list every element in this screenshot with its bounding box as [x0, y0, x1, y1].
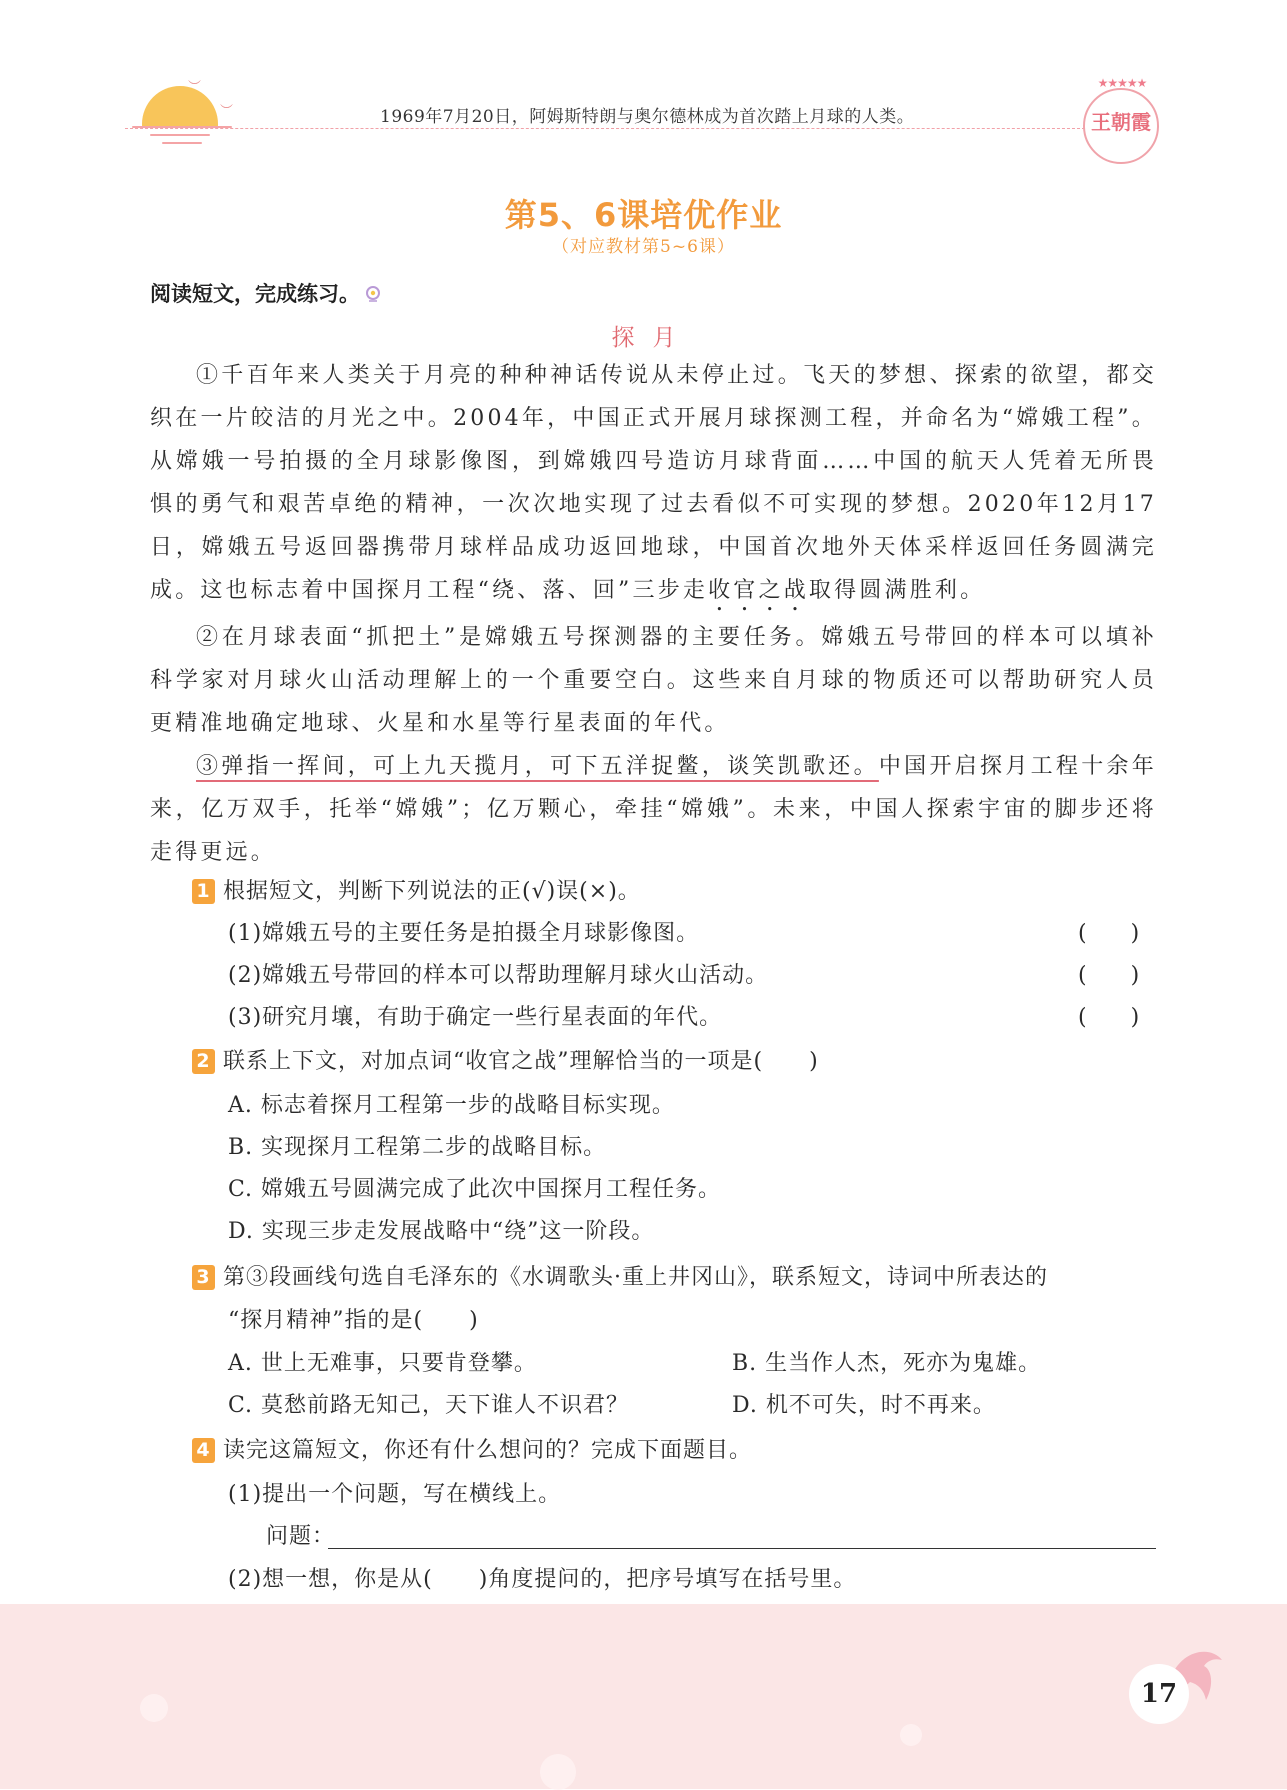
bubble-decoration [140, 1694, 168, 1722]
dotted-word: 收官之战 [708, 578, 809, 603]
logo-text: 王朝霞 [1091, 110, 1151, 134]
answer-paren[interactable]: ( ) [1078, 1005, 1140, 1030]
publisher-logo [1083, 88, 1159, 164]
bird-icon: ︶ [220, 104, 234, 119]
q1-item-2: (2)嫦娥五号带回的样本可以帮助理解月球火山活动。 [228, 963, 769, 988]
question-number-badge: 1 [192, 879, 215, 904]
question-3-stem: 第③段画线句选自毛泽东的《水调歌头·重上井冈山》，联系短文，诗词中所表达的 [223, 1265, 1048, 1290]
bubble-decoration [900, 1724, 922, 1746]
q3-option-c: C. 莫愁前路无知己，天下谁人不识君？ [228, 1393, 630, 1418]
question-number-badge: 3 [192, 1265, 215, 1290]
q3-option-b: B. 生当作人杰，死亦为鬼雄。 [732, 1351, 1042, 1376]
sun-illustration [140, 82, 220, 128]
q2-option-c: C. 嫦娥五号圆满完成了此次中国探月工程任务。 [228, 1177, 722, 1202]
question-3 [192, 1260, 1048, 1291]
question-number-badge: 2 [192, 1049, 215, 1074]
q2-option-a: A. 标志着探月工程第一步的战略目标实现。 [228, 1093, 675, 1118]
stars-icon: ★★★★★ [1097, 76, 1147, 90]
question-number-badge: 4 [192, 1438, 215, 1463]
page-subtitle: （对应教材第5~6课） [552, 237, 735, 257]
q3-option-a: A. 世上无难事，只要肯登攀。 [228, 1351, 537, 1376]
answer-paren[interactable]: ( ) [1078, 921, 1140, 946]
bubble-decoration [540, 1754, 576, 1790]
instruction-text: 阅读短文，完成练习。 [150, 282, 360, 306]
q2-option-b: B. 实现探月工程第二步的战略目标。 [228, 1135, 607, 1160]
instruction [150, 278, 382, 308]
passage [150, 354, 1157, 874]
paragraph-1-text: ①千百年来人类关于月亮的种种神话传说从未停止过。飞天的梦想、探索的欲望，都交织在一片皎洁的月光之中。2004年，中国正式开展月球探测工程，并命名为“嫦娥工程”。从嫦娥一号拍摄的全月球影像图，到嫦娥四号造访月球背面……中国的航天人凭着无所畏惧的勇气和艰苦卓绝的精神，一次次地实现了过去看似不可实现的梦想。2020年12月17日，嫦娥五号返回器携带月球样品成功返回地球，中国首次地外天体采样返回任务圆满完成。这也标志着中国探月工程“绕、落、回”三步走 [150, 363, 1157, 603]
q1-item-1: (1)嫦娥五号的主要任务是拍摄全月球影像图。 [228, 921, 700, 946]
sun-line [150, 134, 210, 136]
page-title: 第5、6课培优作业 [504, 196, 783, 234]
question-2-stem: 联系上下文，对加点词“收官之战”理解恰当的一项是( ) [223, 1049, 819, 1074]
paragraph-1 [150, 354, 1157, 616]
q2-option-d: D. 实现三步走发展战略中“绕”这一阶段。 [228, 1219, 655, 1244]
question-4 [192, 1433, 752, 1464]
sun-line [162, 142, 202, 144]
header-fact: 1969年7月20日，阿姆斯特朗与奥尔德林成为首次踏上月球的人类。 [380, 107, 915, 127]
paragraph-1-end: 取得圆满胜利。 [808, 578, 986, 603]
q1-item-3: (3)研究月壤，有助于确定一些行星表面的年代。 [228, 1005, 723, 1030]
paragraph-3-text: 中国开启探月工程十余年来，亿万双手，托举“嫦娥”；亿万颗心，牵挂“嫦娥”。未来，中国人探索宇宙的脚步还将走得更远。 [150, 754, 1158, 865]
question-1 [192, 874, 641, 905]
underlined-sentence: ③弹指一挥间，可上九天揽月，可下五洋捉鳖，谈笑凯歌还。 [196, 754, 879, 779]
question-2 [192, 1044, 819, 1075]
question-label: 问题： [266, 1524, 336, 1549]
answer-blank-line[interactable] [328, 1548, 1156, 1549]
bird-icon: ︶ [188, 80, 202, 95]
footer-band [0, 1604, 1287, 1789]
header-divider [125, 128, 1085, 129]
location-pin-icon [364, 285, 382, 303]
paragraph-2: ②在月球表面“抓把土”是嫦娥五号探测器的主要任务。嫦娥五号带回的样本可以填补科学家对月球火山活动理解上的一个重要空白。这些来自月球的物质还可以帮助研究人员更精准地确定地球、火星和水星等行星表面的年代。 [150, 625, 1157, 736]
q4-sub-1: (1)提出一个问题，写在横线上。 [228, 1482, 562, 1507]
page-number: 17 [1129, 1664, 1189, 1724]
question-4-stem: 读完这篇短文，你还有什么想问的？完成下面题目。 [223, 1438, 753, 1463]
passage-title: 探月 [611, 325, 694, 351]
answer-paren[interactable]: ( ) [1078, 963, 1140, 988]
question-1-stem: 根据短文，判断下列说法的正(√)误(×)。 [223, 879, 641, 904]
question-3-stem-cont: “探月精神”指的是( ) [228, 1308, 479, 1333]
q4-sub-2: (2)想一想，你是从( )角度提问的，把序号填写在括号里。 [228, 1567, 857, 1592]
paragraph-3 [150, 745, 1157, 874]
q3-option-d: D. 机不可失，时不再来。 [732, 1393, 996, 1418]
